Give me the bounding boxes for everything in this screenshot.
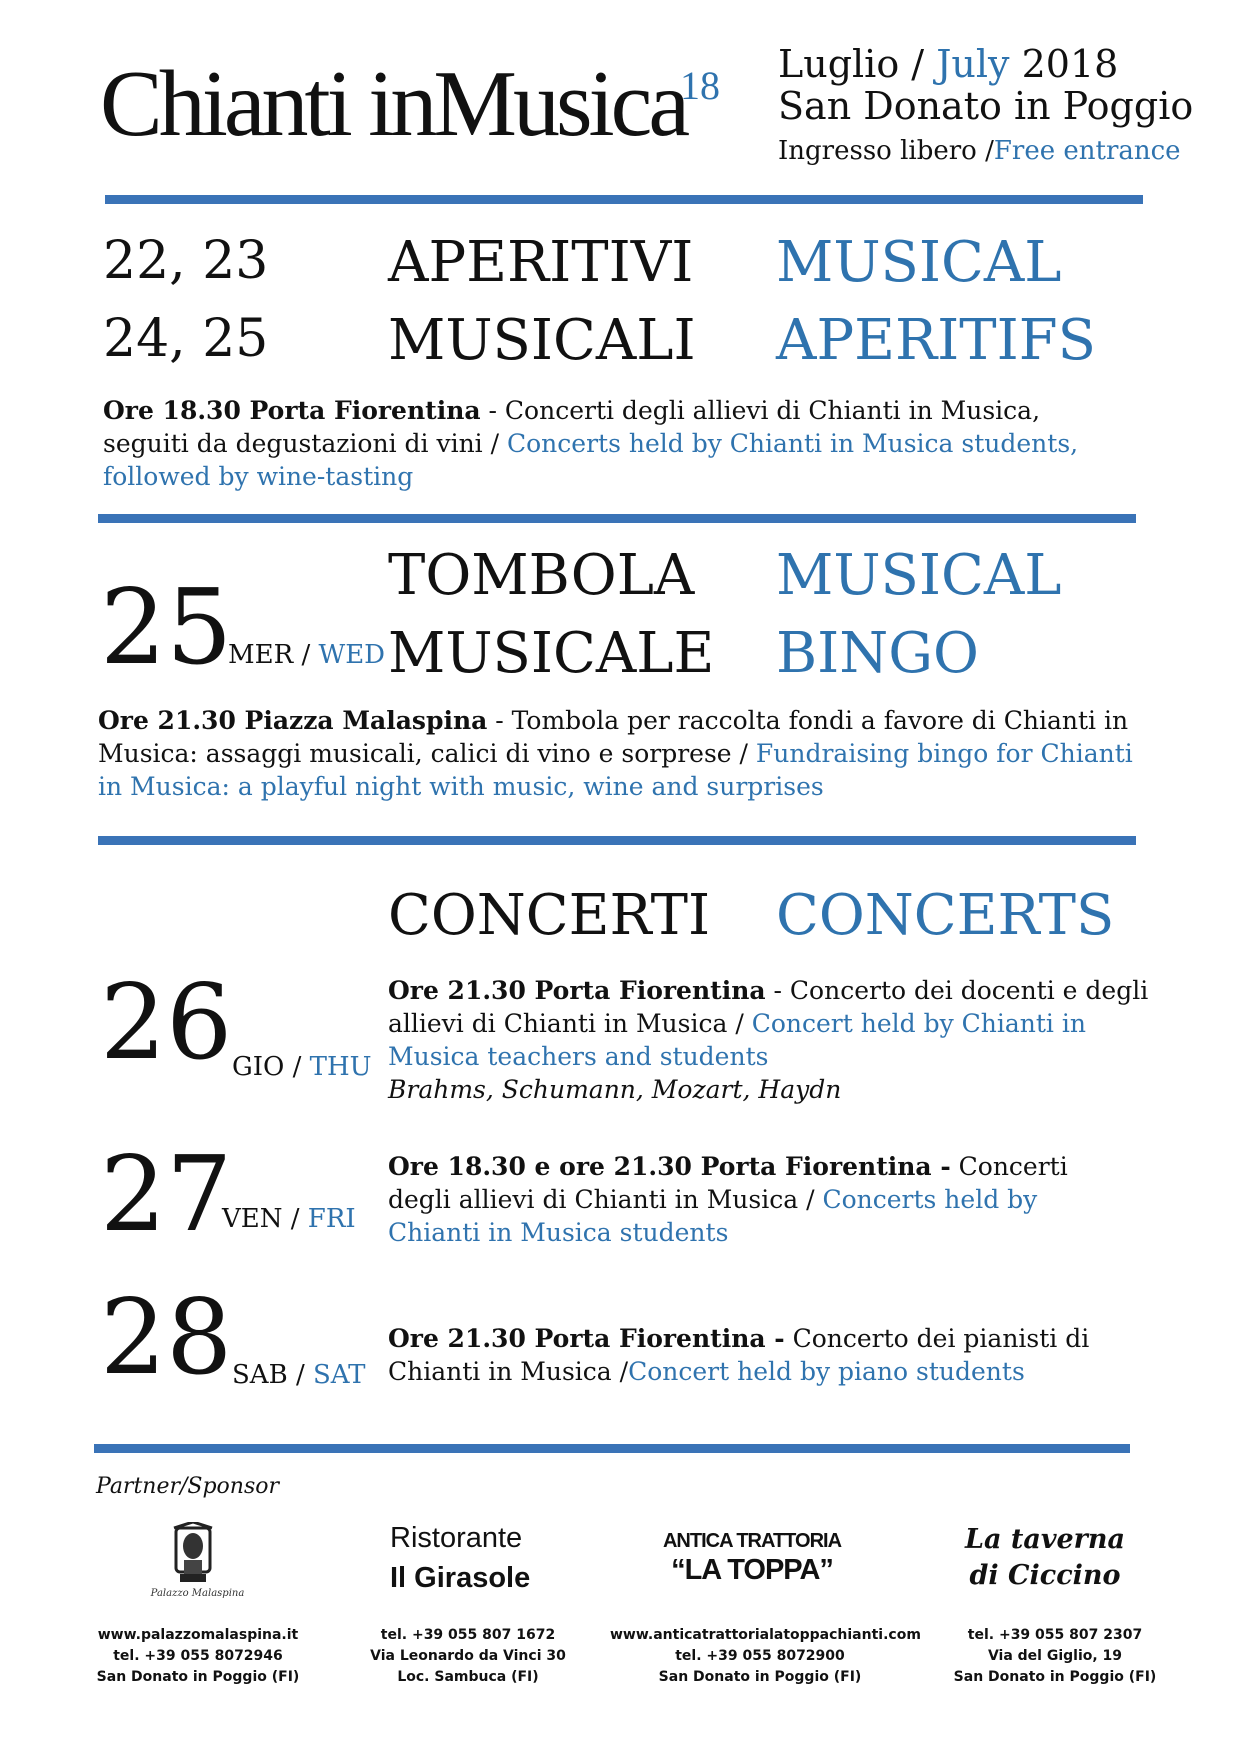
tombola-title-it-1: TOMBOLA (388, 543, 695, 608)
concert-day-number-26: 26 (100, 961, 233, 1083)
latoppa-logo-line2: “LA TOPPA” (671, 1554, 833, 1586)
header-place: San Donato in Poggio (778, 84, 1194, 128)
tombola-desc-line2 (98, 737, 1133, 770)
sponsor-address: San Donato in Poggio (FI) (96, 1669, 300, 1685)
concerti-title-it: CONCERTI (388, 883, 711, 948)
aperitivi-title-it-1: APERITIVI (388, 230, 694, 295)
header-month (778, 42, 1118, 86)
concert-26-en-1: Concert held by Chianti in (751, 1009, 1086, 1038)
day-it: SAB / (232, 1360, 305, 1390)
tombola-desc-it-1: - Tombola per raccolta fondi a favore di Chianti in (487, 706, 1129, 735)
tombola-title-en-2: BINGO (776, 621, 979, 686)
aperitivi-desc-it-2: seguiti da degustazioni di vini / (103, 429, 507, 458)
concert-26-it-1: - Concerto dei docenti e degli (765, 976, 1149, 1005)
tombola-desc-line3 (98, 770, 1133, 803)
aperitivi-desc-en-1: Concerts held by Chianti in Musica students, (507, 429, 1079, 458)
concert-27-line2 (388, 1183, 1068, 1216)
concert-28-it-1: Concerto dei pianisti di (784, 1324, 1090, 1353)
aperitivi-time-place: Ore 18.30 Porta Fiorentina (103, 396, 481, 425)
tombola-title-en-1: MUSICAL (776, 543, 1062, 608)
logo-main-text: Chianti in (100, 52, 434, 156)
tombola-desc-en-2: in Musica: a playful night with music, wine and surprises (98, 772, 824, 801)
aperitivi-title-en-1: MUSICAL (776, 230, 1062, 295)
divider-4 (94, 1444, 1130, 1453)
concerti-title-en: CONCERTS (776, 883, 1115, 948)
concert-28-en-1: Concert held by piano students (628, 1357, 1025, 1386)
month-en: July (936, 42, 1010, 86)
concert-26-composers: Brahms, Schumann, Mozart, Haydn (388, 1075, 842, 1104)
concert-28-line2 (388, 1355, 1089, 1388)
aperitivi-title-it-2: MUSICALI (388, 308, 696, 373)
divider-2 (98, 514, 1136, 523)
concert-day-number-27: 27 (100, 1133, 233, 1255)
day-en: THU (301, 1052, 372, 1082)
tombola-desc-line1 (98, 704, 1133, 737)
concert-27-it-2: degli allievi di Chianti in Musica / (388, 1185, 823, 1214)
sponsor-website: www.palazzomalaspina.it (97, 1627, 299, 1643)
concert-28-time-place: Ore 21.30 Porta Fiorentina - (388, 1324, 785, 1353)
girasole-logo-line2: Il Girasole (390, 1562, 531, 1594)
aperitivi-dates-2: 24, 25 (103, 309, 269, 369)
concert-day-number-28: 28 (100, 1276, 233, 1398)
tombola-desc-it-2: Musica: assaggi musicali, calici di vino e sorprese / (98, 739, 756, 768)
concert-26-en-2: Musica teachers and students (388, 1042, 769, 1071)
aperitivi-dates-1: 22, 23 (103, 231, 269, 291)
sponsor-locality: Loc. Sambuca (FI) (397, 1669, 539, 1685)
concert-description-27 (388, 1150, 1068, 1249)
tombola-desc-en-1: Fundraising bingo for Chianti (755, 739, 1133, 768)
concert-day-name-28 (232, 1360, 366, 1390)
concert-28-line1 (388, 1322, 1089, 1355)
sponsor-phone: tel. +39 055 807 2307 (967, 1627, 1143, 1643)
sponsor-info-girasole (318, 1625, 618, 1688)
header-entrance (778, 136, 1181, 166)
logo-tail-text: Musica (433, 52, 687, 156)
sponsor-address: Via del Giglio, 19 (987, 1648, 1123, 1664)
sponsor-phone: tel. +39 055 807 1672 (380, 1627, 556, 1643)
concert-26-line3 (388, 1040, 1148, 1073)
day-en: SAT (304, 1360, 366, 1390)
concert-27-line3 (388, 1216, 1068, 1249)
aperitivi-description (103, 394, 1078, 493)
tombola-title-it-2: MUSICALE (388, 621, 715, 686)
aperitivi-desc-line1 (103, 394, 1078, 427)
aperitivi-desc-line3 (103, 460, 1078, 493)
sponsor-info-palazzo (48, 1625, 348, 1688)
sponsor-info-latoppa (610, 1625, 921, 1688)
taverna-logo-line2: di Ciccino (969, 1560, 1121, 1591)
divider-3 (98, 836, 1136, 845)
sponsor-website: www.anticatrattorialatoppachianti.com (610, 1627, 921, 1643)
tombola-day-en: WED (310, 640, 386, 670)
month-it: Luglio (778, 42, 900, 86)
month-sep: / (899, 42, 937, 86)
aperitivi-title-en-2: APERITIFS (776, 308, 1096, 373)
sponsor-address: Via Leonardo da Vinci 30 (370, 1648, 566, 1664)
aperitivi-desc-line2 (103, 427, 1078, 460)
concert-27-it-1: Concerti (950, 1152, 1068, 1181)
sponsor-phone: tel. +39 055 8072946 (113, 1648, 283, 1664)
day-it: GIO / (232, 1052, 302, 1082)
logo-year: 18 (680, 63, 720, 108)
tombola-time-place: Ore 21.30 Piazza Malaspina (98, 706, 488, 735)
concert-day-name-26 (232, 1052, 372, 1082)
tombola-day-name (228, 640, 385, 670)
sponsor-address: San Donato in Poggio (FI) (658, 1669, 862, 1685)
entrance-en: Free entrance (993, 136, 1181, 166)
concert-28-it-2: Chianti in Musica / (388, 1357, 629, 1386)
sponsor-locality: San Donato in Poggio (FI) (953, 1669, 1157, 1685)
taverna-logo-line1: La taverna (964, 1524, 1126, 1555)
sponsor-phone: tel. +39 055 8072900 (675, 1648, 845, 1664)
logo (100, 50, 686, 158)
day-en: FRI (299, 1204, 356, 1234)
aperitivi-desc-it-1: - Concerti degli allievi di Chianti in Musica, (480, 396, 1041, 425)
concert-description-26 (388, 974, 1148, 1106)
girasole-logo-line1: Ristorante (390, 1522, 523, 1554)
concert-26-it-2: allievi di Chianti in Musica / (388, 1009, 752, 1038)
concert-description-28 (388, 1322, 1089, 1388)
concert-26-line2 (388, 1007, 1148, 1040)
concert-27-en-2: Chianti in Musica students (388, 1218, 729, 1247)
sponsor-info-taverna (905, 1625, 1205, 1688)
aperitivi-desc-en-2: followed by wine-tasting (103, 462, 414, 491)
day-it: VEN / (222, 1204, 300, 1234)
entrance-it: Ingresso libero / (778, 136, 994, 166)
tombola-day-it: MER / (228, 640, 311, 670)
concert-27-time-place: Ore 18.30 e ore 21.30 Porta Fiorentina - (388, 1152, 951, 1181)
year: 2018 (1009, 42, 1119, 86)
partner-sponsor-label: Partner/Sponsor (96, 1474, 280, 1499)
tombola-day-number: 25 (100, 566, 233, 688)
concert-26-time-place: Ore 21.30 Porta Fiorentina (388, 976, 766, 1005)
palazzo-malaspina-logo-text: Palazzo Malaspina (150, 1588, 245, 1599)
concert-day-name-27 (222, 1204, 356, 1234)
concert-27-line1 (388, 1150, 1068, 1183)
divider-1 (105, 195, 1143, 204)
palazzo-malaspina-crest-icon (170, 1522, 216, 1586)
tombola-description (98, 704, 1133, 803)
latoppa-logo-line1: ANTICA TRATTORIA (662, 1530, 842, 1552)
concert-27-en-1: Concerts held by (822, 1185, 1038, 1214)
concert-26-line1 (388, 974, 1148, 1007)
